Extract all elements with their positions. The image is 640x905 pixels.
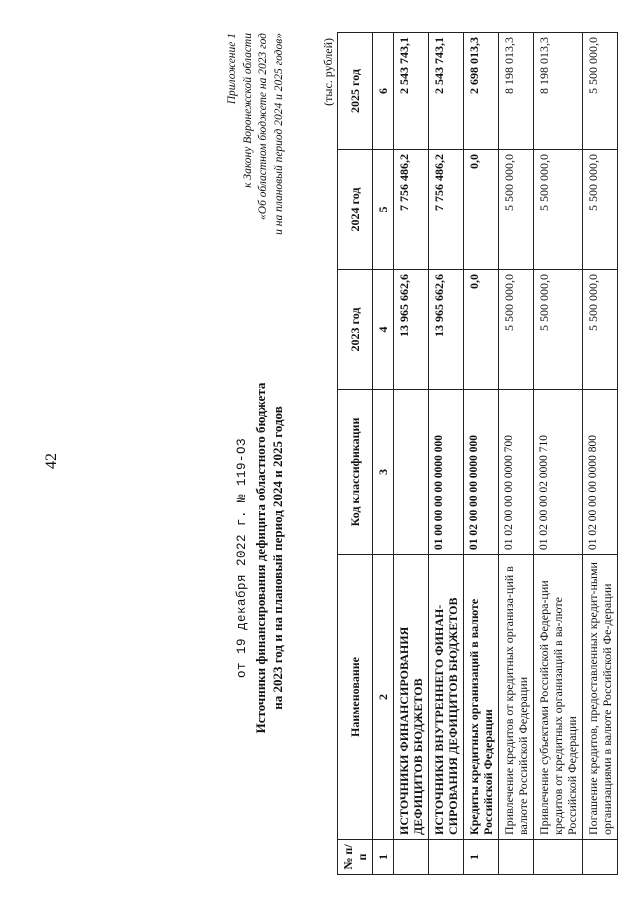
table-row bbox=[534, 33, 583, 875]
cell-name: Кредиты кредитных организаций в валюте Российской Федерации bbox=[464, 555, 499, 840]
header-code: Код классификации bbox=[338, 390, 373, 555]
column-index: 2 bbox=[373, 555, 394, 840]
cell-name: ИСТОЧНИКИ ФИНАНСИРОВАНИЯ ДЕФИЦИТОВ БЮДЖЕТОВ bbox=[394, 555, 429, 840]
cell-2025: 2 543 743,1 bbox=[394, 33, 429, 150]
cell-2023: 0,0 bbox=[464, 270, 499, 390]
cell-num bbox=[534, 840, 583, 875]
cell-2023: 13 965 662,6 bbox=[394, 270, 429, 390]
cell-2024: 5 500 000,0 bbox=[583, 150, 618, 270]
header-2023: 2023 год bbox=[338, 270, 373, 390]
header-name: Наименование bbox=[338, 555, 373, 840]
table-body bbox=[394, 33, 618, 875]
cell-code: 01 00 00 00 00 0000 000 bbox=[429, 390, 464, 555]
column-index-row bbox=[373, 33, 394, 875]
cell-2024: 7 756 486,2 bbox=[394, 150, 429, 270]
column-index: 1 bbox=[373, 840, 394, 875]
cell-2024: 5 500 000,0 bbox=[534, 150, 583, 270]
header-2024: 2024 год bbox=[338, 150, 373, 270]
cell-num bbox=[429, 840, 464, 875]
cell-num bbox=[583, 840, 618, 875]
cell-num bbox=[499, 840, 534, 875]
cell-code bbox=[394, 390, 429, 555]
column-index: 3 bbox=[373, 390, 394, 555]
title-line: на 2023 год и на плановый период 2024 и 2025 годов bbox=[269, 406, 285, 710]
appendix-line: и на плановый период 2024 и 2025 годов» bbox=[272, 33, 285, 235]
table-row bbox=[583, 33, 618, 875]
financing-sources-table bbox=[337, 32, 618, 875]
column-index: 4 bbox=[373, 270, 394, 390]
header-2025: 2025 год bbox=[338, 33, 373, 150]
appendix-line: «Об областном бюджете на 2023 год bbox=[257, 33, 269, 220]
cell-2023: 5 500 000,0 bbox=[534, 270, 583, 390]
cell-2024: 0,0 bbox=[464, 150, 499, 270]
cell-2025: 2 698 013,3 bbox=[464, 33, 499, 150]
cell-2023: 13 965 662,6 bbox=[429, 270, 464, 390]
law-date-stamp: от 19 декабря 2022 г. № 119-ОЗ bbox=[235, 437, 249, 679]
cell-2023: 5 500 000,0 bbox=[499, 270, 534, 390]
table-row bbox=[464, 33, 499, 875]
cell-name: Погашение кредитов, предоставленных кредит-ными организациями в валюте Российской Фе-дерации bbox=[583, 555, 618, 840]
appendix-note bbox=[225, 33, 287, 292]
cell-code: 01 02 00 00 00 0000 700 bbox=[499, 390, 534, 555]
cell-2023: 5 500 000,0 bbox=[583, 270, 618, 390]
cell-name: Привлечение кредитов от кредитных организа-ций в валюте Российской Федерации bbox=[499, 555, 534, 840]
table-row bbox=[499, 33, 534, 875]
cell-name: ИСТОЧНИКИ ВНУТРЕННЕГО ФИНАН-СИРОВАНИЯ ДЕФИЦИТОВ БЮДЖЕТОВ bbox=[429, 555, 464, 840]
appendix-line: к Закону Воронежской области bbox=[241, 33, 254, 188]
title-line: Источники финансирования дефицита областного бюджета bbox=[253, 382, 268, 734]
rotated-document bbox=[213, 33, 640, 878]
cell-num bbox=[394, 840, 429, 875]
header-num: № п/п bbox=[338, 840, 373, 875]
cell-num: 1 bbox=[464, 840, 499, 875]
cell-2024: 7 756 486,2 bbox=[429, 150, 464, 270]
table-row bbox=[394, 33, 429, 875]
cell-2025: 5 500 000,0 bbox=[583, 33, 618, 150]
page-number: 42 bbox=[43, 453, 60, 469]
cell-2025: 2 543 743,1 bbox=[429, 33, 464, 150]
cell-2025: 8 198 013,3 bbox=[534, 33, 583, 150]
cell-code: 01 02 00 00 00 0000 000 bbox=[464, 390, 499, 555]
cell-2024: 5 500 000,0 bbox=[499, 150, 534, 270]
column-index: 5 bbox=[373, 150, 394, 270]
table-row bbox=[429, 33, 464, 875]
cell-name: Привлечение субъектами Российской Федера-ции кредитов от кредитных организаций в ва-люте Российской Федерации bbox=[534, 555, 583, 840]
units-label: (тыс. рублей) bbox=[321, 38, 335, 106]
table-header-row bbox=[338, 33, 373, 875]
cell-code: 01 02 00 00 00 0000 800 bbox=[583, 390, 618, 555]
document-title bbox=[253, 258, 286, 858]
cell-2025: 8 198 013,3 bbox=[499, 33, 534, 150]
appendix-line: Приложение 1 bbox=[226, 33, 238, 105]
column-index: 6 bbox=[373, 33, 394, 150]
cell-code: 01 02 00 00 02 0000 710 bbox=[534, 390, 583, 555]
